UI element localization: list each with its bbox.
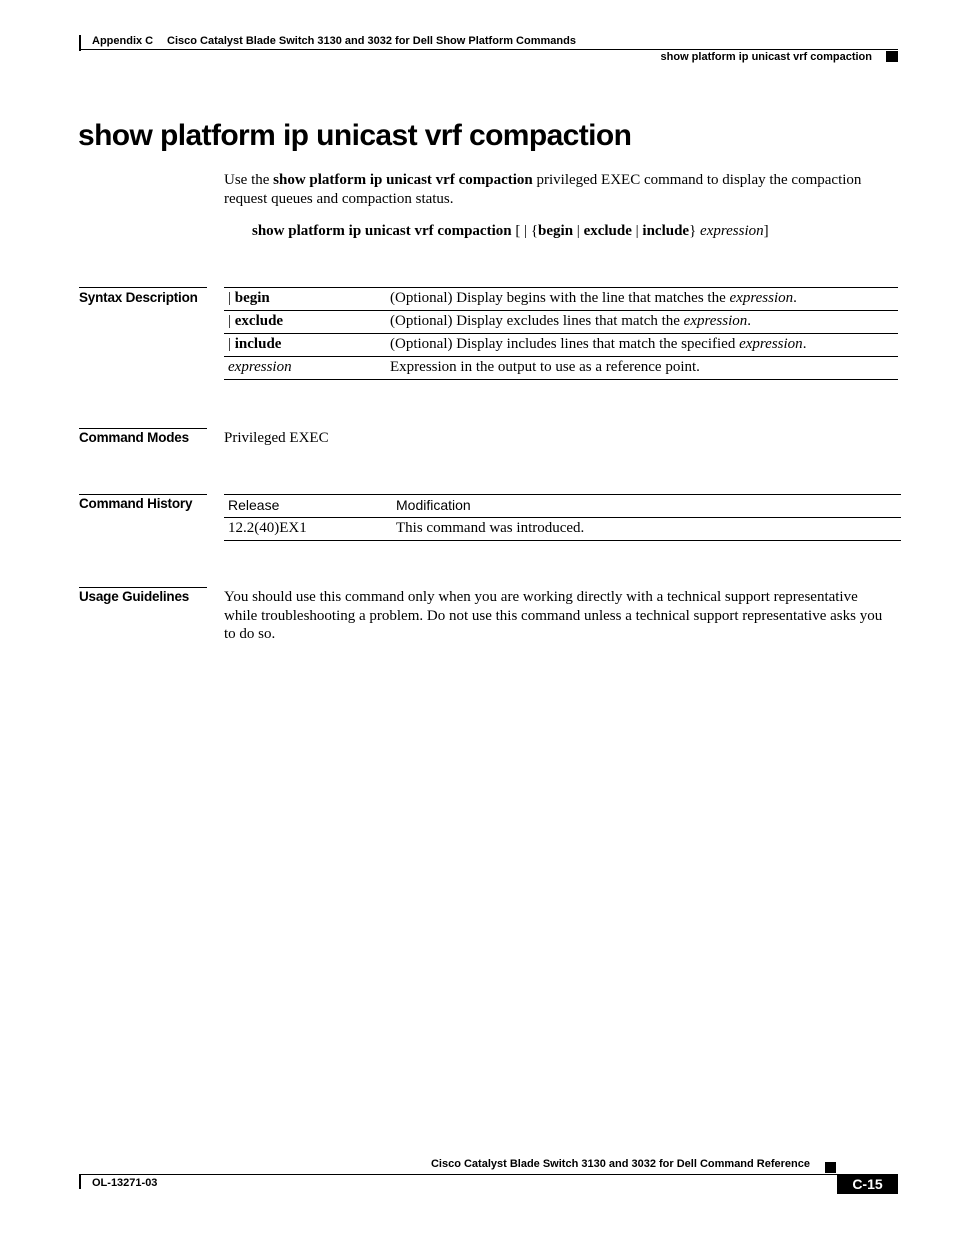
syntax-exclude: exclude [583,223,632,239]
usage-guidelines-text: You should use this command only when you are working directly with a technical support representative while troubleshooting a problem. Do not use this command unless a technical support representative asks you to do so. [224,589,883,642]
syntax-open: [ | { [511,223,539,239]
syntax-desc-cell [386,288,898,311]
desc-italic: expression [739,336,803,352]
syntax-begin: begin [538,223,574,239]
keyword-exclude: exclude [234,313,284,329]
footer-doc-number: OL-13271-03 [92,1177,158,1189]
desc-italic: expression [729,290,794,306]
column-header-modification: Modification [392,495,901,518]
argument-expression: expression [228,359,292,375]
desc-text: (Optional) Display excludes lines that match the [390,313,684,329]
syntax-close: ] [763,223,769,239]
column-header-release: Release [224,495,392,518]
table-row [224,288,898,311]
keyword-pipe: | [228,336,235,352]
keyword-begin: begin [234,290,270,306]
table-row [224,311,898,334]
syntax-keyword-cell [224,311,386,334]
intro-command: show platform ip unicast vrf compaction [273,172,533,188]
command-modes-text: Privileged EXEC [224,430,329,446]
page-title: show platform ip unicast vrf compaction [78,119,632,152]
syntax-argument-cell [224,357,386,380]
header-block-marker [886,51,898,62]
command-syntax [252,222,769,241]
syntax-description-table [224,287,898,380]
command-history-table [224,494,901,541]
syntax-sep2: | [631,223,643,239]
desc-text: (Optional) Display includes lines that match the specified [390,336,740,352]
desc-end: . [747,313,752,329]
modification-cell: This command was introduced. [392,518,901,541]
syntax-keyword-cell [224,334,386,357]
intro-paragraph [224,171,884,208]
syntax-description-heading: Syntax Description [79,290,198,305]
syntax-desc-cell [386,334,898,357]
footer-left-bar [79,1175,81,1189]
header-rule [79,49,898,50]
footer-block-marker [825,1162,836,1173]
desc-italic: expression [683,313,748,329]
table-header-row [224,495,901,518]
page-number: C-15 [837,1174,898,1194]
table-row [224,357,898,380]
intro-pre: Use the [224,172,274,188]
syntax-sep1: | [573,223,584,239]
command-modes-rule [79,428,207,429]
desc-end: . [802,336,807,352]
command-modes-heading: Command Modes [79,430,189,445]
desc-text: Expression in the output to use as a reference point. [390,359,700,375]
intro-post: privileged EXEC command to display the compaction request queues and compaction status. [224,172,862,207]
command-history-rule [79,494,207,495]
syntax-description-rule [79,287,207,288]
desc-end: . [793,290,797,306]
footer-reference-title: Cisco Catalyst Blade Switch 3130 and 3032 for Dell Command Reference [430,1158,810,1170]
command-history-heading: Command History [79,496,193,511]
keyword-include: include [234,336,282,352]
desc-text: (Optional) Display begins with the line that matches the [390,290,730,306]
syntax-expression: expression [700,223,764,239]
syntax-include: include [642,223,690,239]
syntax-keyword-cell [224,288,386,311]
syntax-close-brace: } [689,223,701,239]
table-row [224,518,901,541]
release-cell: 12.2(40)EX1 [224,518,392,541]
header-chapter-title: Cisco Catalyst Blade Switch 3130 and 3032 for Dell Show Platform Commands [167,35,576,47]
syntax-desc-cell [386,311,898,334]
syntax-desc-cell [386,357,898,380]
keyword-pipe: | [228,313,235,329]
header-section-title: show platform ip unicast vrf compaction [660,51,872,63]
footer-rule [79,1174,837,1175]
keyword-pipe: | [228,290,235,306]
header-appendix: Appendix C [92,35,154,47]
usage-guidelines-rule [79,587,207,588]
usage-guidelines-heading: Usage Guidelines [79,589,190,604]
table-row [224,334,898,357]
syntax-command: show platform ip unicast vrf compaction [252,223,512,239]
